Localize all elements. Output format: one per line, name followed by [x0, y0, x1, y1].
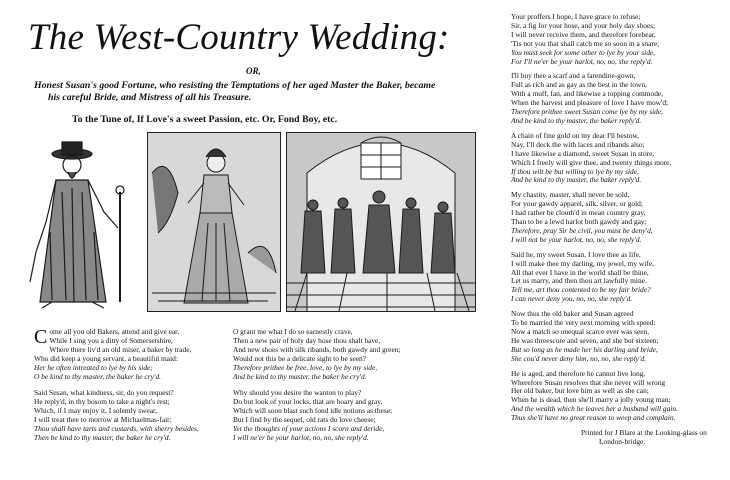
- column-1: [34, 327, 199, 448]
- verse-line: Let us marry, and then thou art lawfully mine.: [511, 276, 647, 286]
- verse-line: When the harvest and pleasure of love I have mow'd;: [511, 98, 669, 108]
- verse-line: Would not this be a delicate sight to be seen?: [233, 354, 367, 364]
- stanza-2: [34, 388, 199, 443]
- verse-line: 'Tis not you that shall catch me so soon in a snare;: [511, 38, 660, 48]
- verse-line: Said Susan, what kindness, sir, do you request?: [34, 387, 174, 397]
- verse-line: Thou shall have tarts and custards, with sherry besides,: [34, 423, 199, 433]
- verse-line: But I find by the sequel, old rats do love cheese;: [233, 414, 376, 424]
- verse-line: Which, if I may enjoy it, I solemly swear,: [34, 405, 158, 415]
- verse-line: Tell me, art thou contented to be my fair bride?: [511, 285, 651, 295]
- verse-line: Her he often intreated to lye by his side;: [34, 363, 153, 373]
- stanza-6: [511, 72, 707, 125]
- verse-line: Therefore prithee sweet Susan come lye by my side,: [511, 107, 663, 117]
- verse-line: Why should you desire the wanton to play?: [233, 387, 362, 397]
- verse-line-text: ome all you old Bakers, attend and give ear,: [49, 327, 180, 336]
- verse-line: Now a match so unequal scarce ever was seen,: [511, 327, 650, 336]
- woodcut-baker: [22, 132, 140, 310]
- verse-line: And be kind to thy master, the baker he cry'd.: [233, 372, 367, 382]
- verse-line: Where there liv'd an old miser, a baker by trade,: [49, 345, 192, 355]
- verse-line: I had rather be clouth'd in mean country gray,: [511, 208, 646, 218]
- verse-line: I have likewise a diamond, sweet Susan in store,: [511, 148, 655, 158]
- verse-line: And be kind to thy master, the baker reply'd.: [511, 115, 642, 125]
- stanza-7: [511, 132, 707, 185]
- stanza-4: [233, 388, 401, 443]
- verse-line: All that ever I have in the world shall be thine,: [511, 267, 649, 277]
- woodcut-maid: [147, 132, 281, 312]
- verse-line: I will not be your harlot, no, no, she reply'd.: [511, 234, 642, 244]
- verse-line: O grant me what I do so earnestly crave,: [233, 327, 353, 336]
- verse-line: And be kind to thy master, the baker reply'd.: [511, 175, 642, 185]
- verse-line: Your proffers I hope, I have grace to refuse;: [511, 12, 641, 21]
- stanza-1: [34, 327, 199, 382]
- verse-line: Then be kind to thy master, the baker he cry'd.: [34, 433, 171, 443]
- verse-line: Her old baker, but love him as well as she can;: [511, 386, 649, 396]
- verse-line: She cou'd never deny him, no, no, she reply'd.: [511, 353, 647, 363]
- verse-line: Full as rich and as gay as the best in the town,: [511, 80, 647, 90]
- verse-line: You must seek for some other to lye by your side,: [511, 47, 656, 57]
- stanza-8: [511, 191, 707, 244]
- stanza-10: [511, 310, 707, 363]
- verse-line: For I'll ne'er be your harlot, no, no, she reply'd.: [511, 56, 653, 66]
- printer-line-1: Printed for J Blare at the Looking-glass on: [581, 428, 707, 438]
- verse-line: Therefore prithee be free, love, to lye by my side,: [233, 363, 378, 373]
- verse-line: He was threescore and seven, and she but sixteen;: [511, 335, 659, 345]
- printer-line-2: London-bridge.: [599, 436, 646, 446]
- verse-line: For your gawdy apparel, silk, silver, or gold;: [511, 199, 643, 209]
- verse-line: But so long as he made her his darling and bride,: [511, 344, 658, 354]
- verse-line: I'll buy thee a scarf and a farendine-gown,: [511, 71, 636, 81]
- verse-line: O be kind to thy master, the baker he cry'd.: [34, 372, 161, 382]
- verse-line: I will never receive them, and therefore forebear,: [511, 29, 656, 39]
- verse-line: Said he, my sweet Susan, I love thee as life,: [511, 249, 641, 259]
- drop-cap: C: [34, 326, 48, 348]
- stanza-9: [511, 251, 707, 304]
- verse-line: Which I freely will give thee, and twenty things more,: [511, 157, 672, 167]
- tune-line: To the Tune of, If Love's a sweet Passion, etc. Or, Fond Boy, etc.: [72, 114, 338, 125]
- stanza-11: [511, 370, 707, 423]
- woodcut-wedding: [286, 132, 476, 312]
- verse-line: And the wealth which he leaves her a husband will gain.: [511, 404, 678, 414]
- verse-line: And new shoes with silk ribands, both gawdy and green;: [233, 345, 401, 355]
- stanza-3: [233, 327, 401, 382]
- verse-line: Do but look of your locks, that are hoary and gray,: [233, 396, 383, 406]
- verse-line: He is aged, and therefore he cannot live long,: [511, 368, 646, 378]
- verse-line: My chastity, master, shall never be sold,: [511, 190, 630, 200]
- ballad-title: The West-Country Wedding:: [28, 17, 450, 58]
- verse-line: Which will soon blast such fond idle notions as these;: [233, 405, 393, 415]
- verse-line: Now thus the old baker and Susan agreed: [511, 309, 634, 319]
- verse-line: If thou wilt be but willing to lye by my side,: [511, 166, 639, 176]
- verse-line: Than to be a lewd harlot both gawdy and gay;: [511, 217, 647, 227]
- verse-line: I will ne'er be your harlot, no, no, she reply'd.: [233, 433, 369, 443]
- verse-line: Then a new pair of holy day hose thou shalt have,: [233, 336, 381, 346]
- verse-line: When he is dead, then she'll marry a jolly young man;: [511, 395, 671, 405]
- subtitle: [34, 80, 464, 104]
- verse-line: I will treat thee to morrow at Michaelmas-fair;: [34, 414, 172, 424]
- verse-line: I will make thee my darling, my jewel, my wife,: [511, 258, 654, 268]
- column-3: [511, 13, 707, 447]
- verse-line: With a muff, fan, and likewise a topping commode,: [511, 89, 664, 99]
- verse-line: Who did keep a young servant, a beautiful maid:: [34, 354, 178, 364]
- verse-line: Yet the thoughts of your actions I scorn and deride,: [233, 423, 385, 433]
- subtitle-line-1: Honest Susan's good Fortune, who resisting the Temptations of her aged Master the Baker, became: [34, 80, 436, 91]
- verse-line: To be married the very next morning with speed:: [511, 318, 656, 328]
- verse-line: Thus she'll have no great reason to weep and complain.: [511, 413, 676, 423]
- stanza-5: [511, 13, 707, 66]
- verse-line: Therefore, pray Sir be civil, you must be deny'd,: [511, 225, 653, 235]
- verse-line: Wherefore Susan resolves that she never will wrong: [511, 377, 666, 387]
- or-line: OR,: [246, 66, 261, 76]
- column-2: [233, 327, 401, 448]
- verse-line: He reply'd, in thy bosom to take a night's rest;: [34, 396, 170, 406]
- verse-line: Sir, a fig for your hose, and your holy day shoes;: [511, 20, 656, 30]
- verse-line: While I sing you a ditty of Somersetshire,: [49, 336, 173, 346]
- subtitle-line-2: his careful Bride, and Mistress of all his Treasure.: [48, 92, 252, 103]
- verse-line: Nay, I'll deck the with laces and ribands also;: [511, 139, 645, 149]
- verse-line: A chain of fine gold on my dear I'll bestow,: [511, 130, 640, 140]
- verse-line: I can never deny you, no, no, she reply'd.: [511, 294, 633, 304]
